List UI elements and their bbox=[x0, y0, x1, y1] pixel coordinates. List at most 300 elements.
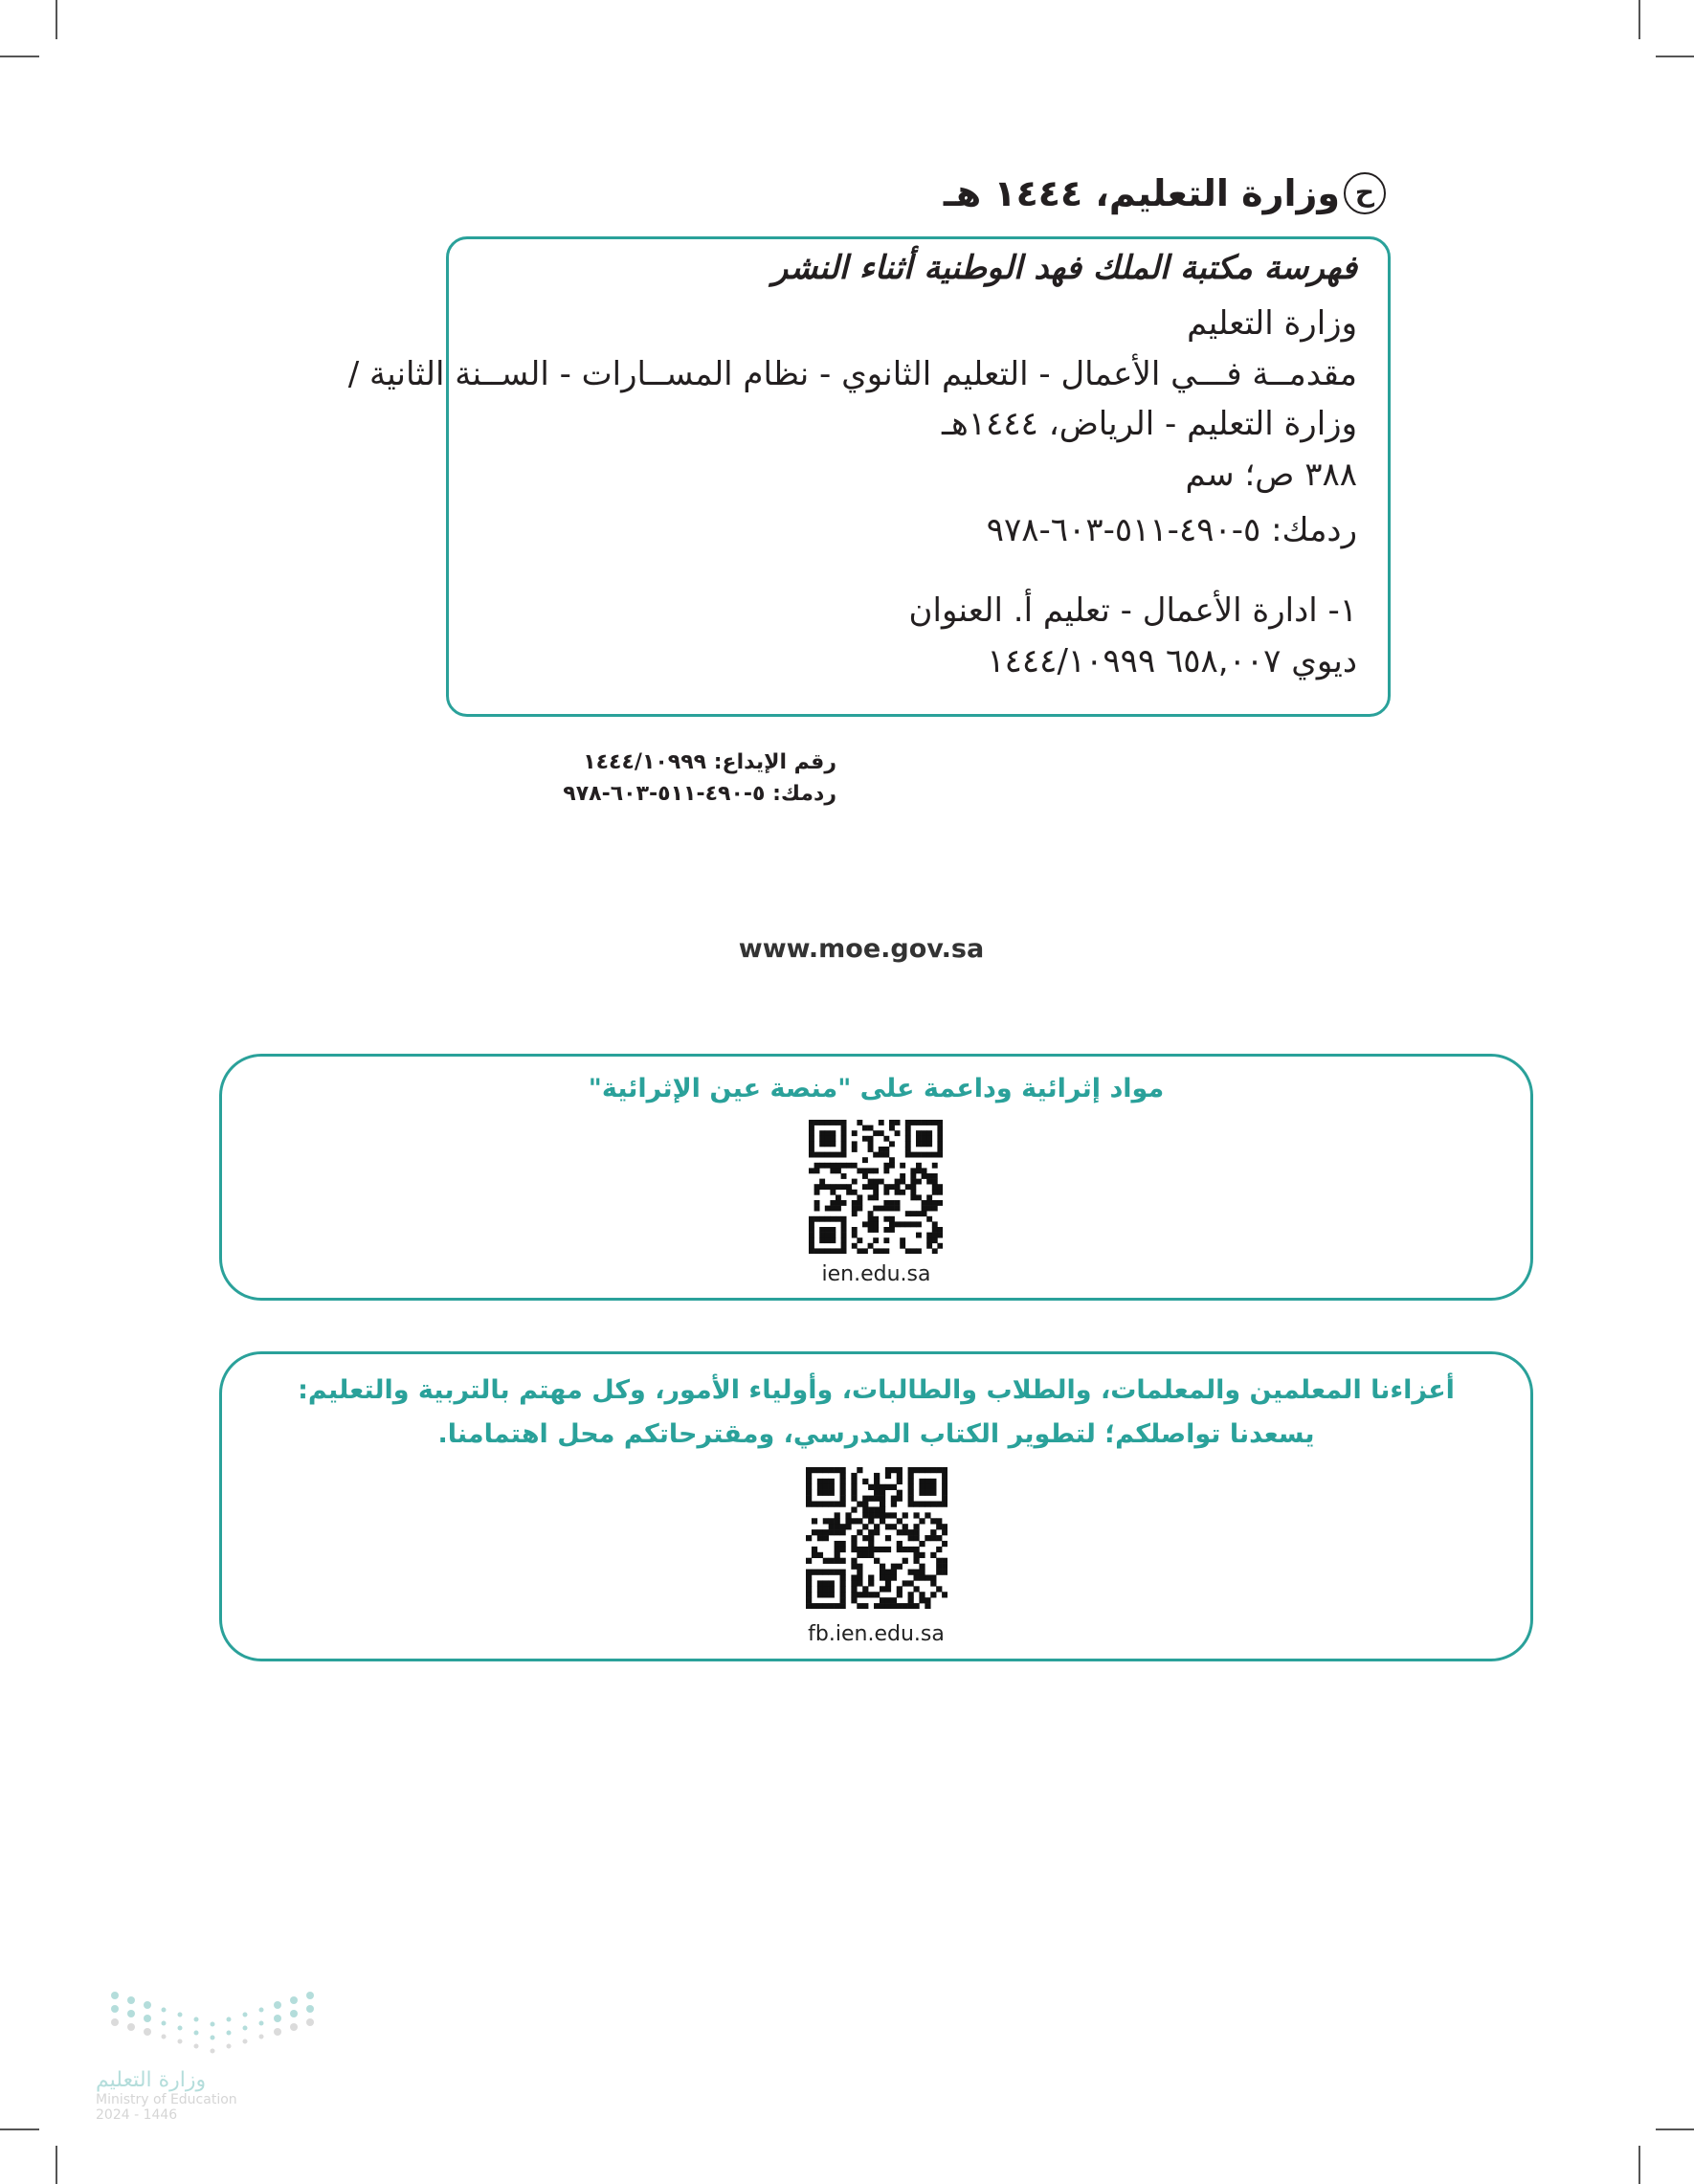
qr-module bbox=[885, 1570, 891, 1575]
qr-module bbox=[874, 1558, 880, 1564]
qr-module bbox=[841, 1163, 847, 1169]
qr-module bbox=[857, 1467, 862, 1473]
qr-module bbox=[823, 1580, 829, 1586]
qr-module bbox=[851, 1597, 857, 1603]
logo-dot bbox=[274, 2015, 281, 2022]
qr-module bbox=[852, 1147, 858, 1152]
qr-module bbox=[926, 1243, 932, 1249]
logo-dot bbox=[111, 2005, 119, 2013]
qr-module bbox=[868, 1541, 874, 1547]
qr-module bbox=[937, 1130, 943, 1136]
qr-module bbox=[913, 1547, 919, 1552]
qr-module bbox=[862, 1136, 868, 1142]
qr-module bbox=[874, 1473, 880, 1479]
qr-module bbox=[857, 1552, 862, 1558]
logo-dot bbox=[306, 2005, 314, 2013]
qr-module bbox=[846, 1190, 852, 1195]
qr-module bbox=[840, 1558, 846, 1564]
qr-module bbox=[814, 1152, 820, 1158]
qr-module bbox=[840, 1524, 846, 1529]
qr-module bbox=[806, 1479, 812, 1484]
qr-module bbox=[873, 1248, 879, 1254]
qr-module bbox=[908, 1570, 914, 1575]
qr-module bbox=[905, 1125, 911, 1131]
qr-module bbox=[889, 1157, 895, 1163]
qr-module bbox=[885, 1603, 891, 1609]
qr-module bbox=[819, 1216, 825, 1222]
qr-module bbox=[908, 1473, 914, 1479]
qr-module bbox=[819, 1130, 825, 1136]
qr-module bbox=[857, 1603, 862, 1609]
qr-module bbox=[812, 1518, 817, 1524]
qr-module bbox=[883, 1184, 889, 1190]
qr-module bbox=[829, 1524, 835, 1529]
qr-module bbox=[814, 1184, 820, 1190]
qr-module bbox=[889, 1216, 895, 1222]
qr-module bbox=[942, 1524, 947, 1529]
qr-module bbox=[825, 1248, 831, 1254]
qr-module bbox=[817, 1603, 823, 1609]
qr-module bbox=[897, 1564, 903, 1570]
qr-module bbox=[868, 1227, 874, 1233]
qr-module bbox=[823, 1484, 829, 1490]
qr-module bbox=[823, 1586, 829, 1592]
qr-module bbox=[841, 1233, 847, 1238]
qr-module bbox=[916, 1233, 922, 1238]
qr-module bbox=[919, 1541, 925, 1547]
qr-module bbox=[819, 1141, 825, 1147]
qr-module bbox=[868, 1216, 874, 1222]
qr-module bbox=[840, 1490, 846, 1496]
qr-module bbox=[874, 1506, 880, 1512]
qr-module bbox=[819, 1248, 825, 1254]
qr-module bbox=[932, 1184, 938, 1190]
catalog-line: ديوي ٦٥٨,٠٠٧ ١٤٤٤/١٠٩٩٩ bbox=[987, 642, 1357, 680]
qr-module bbox=[905, 1152, 911, 1158]
qr-module bbox=[897, 1518, 903, 1524]
qr-module bbox=[879, 1152, 884, 1158]
qr-label[interactable]: fb.ien.edu.sa bbox=[808, 1622, 945, 1646]
qr-module bbox=[823, 1479, 829, 1484]
qr-module bbox=[857, 1564, 862, 1570]
qr-module bbox=[862, 1603, 868, 1609]
logo-dot bbox=[194, 2017, 199, 2022]
qr-module bbox=[937, 1243, 943, 1249]
qr-module bbox=[942, 1490, 947, 1496]
qr-module bbox=[836, 1120, 841, 1125]
qr-module bbox=[868, 1496, 874, 1502]
qr-module bbox=[908, 1467, 914, 1473]
qr-module bbox=[825, 1141, 831, 1147]
qr-module bbox=[932, 1221, 938, 1227]
qr-module bbox=[913, 1512, 919, 1518]
qr-module bbox=[809, 1216, 814, 1222]
qr-module bbox=[868, 1592, 874, 1597]
qr-module bbox=[936, 1547, 942, 1552]
qr-module bbox=[908, 1535, 914, 1541]
qr-module bbox=[900, 1179, 905, 1185]
qr-module bbox=[930, 1518, 936, 1524]
qr-module bbox=[930, 1484, 936, 1490]
qr-module bbox=[841, 1120, 847, 1125]
qr-module bbox=[812, 1547, 817, 1552]
qr-module bbox=[817, 1580, 823, 1586]
crop-mark bbox=[1656, 2128, 1694, 2130]
qr-module bbox=[823, 1603, 829, 1609]
qr-module bbox=[819, 1237, 825, 1243]
qr-module bbox=[937, 1120, 943, 1125]
qr-module bbox=[880, 1502, 885, 1507]
qr-module bbox=[910, 1221, 916, 1227]
qr-module bbox=[905, 1120, 911, 1125]
qr-module bbox=[932, 1152, 938, 1158]
qr-module bbox=[937, 1136, 943, 1142]
qr-module bbox=[919, 1574, 925, 1580]
copyright-symbol: ح bbox=[1344, 172, 1386, 214]
qr-module bbox=[829, 1502, 835, 1507]
website-link[interactable]: www.moe.gov.sa bbox=[738, 934, 985, 964]
qr-module bbox=[885, 1597, 891, 1603]
logo-english: Ministry of Education bbox=[96, 2092, 237, 2107]
qr-module bbox=[897, 1541, 903, 1547]
qr-module bbox=[868, 1529, 874, 1535]
qr-module bbox=[903, 1529, 908, 1535]
qr-module bbox=[885, 1547, 891, 1552]
qr-module bbox=[857, 1237, 862, 1243]
qr-code[interactable] bbox=[809, 1120, 943, 1254]
qr-module bbox=[835, 1518, 840, 1524]
qr-module bbox=[868, 1184, 874, 1190]
qr-module bbox=[913, 1586, 919, 1592]
qr-module bbox=[852, 1211, 858, 1216]
qr-module bbox=[862, 1512, 868, 1518]
qr-module bbox=[932, 1227, 938, 1233]
qr-module bbox=[937, 1147, 943, 1152]
qr-module bbox=[916, 1141, 922, 1147]
qr-module bbox=[852, 1233, 858, 1238]
qr-module bbox=[845, 1524, 851, 1529]
qr-module bbox=[880, 1586, 885, 1592]
qr-module bbox=[919, 1592, 925, 1597]
qr-module bbox=[922, 1152, 927, 1158]
qr-module bbox=[916, 1179, 922, 1185]
qr-module bbox=[873, 1152, 879, 1158]
qr-module bbox=[885, 1467, 891, 1473]
qr-module bbox=[897, 1529, 903, 1535]
catalog-line: ١- ادارة الأعمال - تعليم أ. العنوان bbox=[908, 591, 1357, 630]
catalog-title: فهرسة مكتبة الملك فهد الوطنية أثناء النشر bbox=[771, 249, 1357, 287]
qr-module bbox=[883, 1168, 889, 1173]
qr-module bbox=[932, 1120, 938, 1125]
qr-module bbox=[908, 1502, 914, 1507]
qr-module bbox=[851, 1574, 857, 1580]
qr-module bbox=[897, 1496, 903, 1502]
logo-dot bbox=[194, 2031, 199, 2036]
qr-module bbox=[825, 1206, 831, 1212]
qr-module bbox=[880, 1496, 885, 1502]
qr-module bbox=[913, 1529, 919, 1535]
qr-module bbox=[883, 1237, 889, 1243]
qr-module bbox=[916, 1168, 922, 1173]
qr-module bbox=[862, 1524, 868, 1529]
qr-module bbox=[916, 1152, 922, 1158]
qr-module bbox=[840, 1574, 846, 1580]
qr-module bbox=[852, 1130, 858, 1136]
qr-module bbox=[932, 1190, 938, 1195]
qr-module bbox=[891, 1502, 897, 1507]
logo-dot bbox=[290, 2023, 298, 2031]
qr-module bbox=[806, 1603, 812, 1609]
qr-module bbox=[830, 1233, 836, 1238]
qr-module bbox=[830, 1168, 836, 1173]
qr-module bbox=[840, 1467, 846, 1473]
qr-module bbox=[852, 1179, 858, 1185]
qr-module bbox=[823, 1518, 829, 1524]
qr-module bbox=[841, 1248, 847, 1254]
qr-module bbox=[897, 1547, 903, 1552]
qr-module bbox=[926, 1206, 932, 1212]
qr-module bbox=[868, 1518, 874, 1524]
qr-module bbox=[895, 1221, 901, 1227]
qr-module bbox=[819, 1152, 825, 1158]
qr-module bbox=[908, 1529, 914, 1535]
qr-module bbox=[823, 1570, 829, 1575]
qr-module bbox=[809, 1248, 814, 1254]
qr-module bbox=[900, 1237, 905, 1243]
qr-module bbox=[857, 1248, 862, 1254]
qr-module bbox=[891, 1570, 897, 1575]
qr-module bbox=[851, 1484, 857, 1490]
qr-module bbox=[919, 1484, 925, 1490]
qr-module bbox=[883, 1147, 889, 1152]
qr-module bbox=[841, 1243, 847, 1249]
qr-module bbox=[809, 1147, 814, 1152]
qr-module bbox=[862, 1547, 868, 1552]
qr-module bbox=[841, 1173, 847, 1179]
qr-module bbox=[851, 1479, 857, 1484]
crop-mark bbox=[1638, 2146, 1640, 2184]
qr-module bbox=[868, 1580, 874, 1586]
qr-module bbox=[868, 1243, 874, 1249]
qr-module bbox=[880, 1597, 885, 1603]
qr-module bbox=[868, 1512, 874, 1518]
qr-module bbox=[880, 1570, 885, 1575]
qr-module bbox=[942, 1558, 947, 1564]
qr-module bbox=[900, 1173, 905, 1179]
qr-module bbox=[879, 1248, 884, 1254]
qr-module bbox=[836, 1216, 841, 1222]
qr-module bbox=[925, 1490, 930, 1496]
qr-module bbox=[930, 1502, 936, 1507]
qr-module bbox=[900, 1190, 905, 1195]
qr-module bbox=[830, 1190, 836, 1195]
qr-module bbox=[885, 1473, 891, 1479]
catalog-line: ٣٨٨ ص؛ سم bbox=[1185, 456, 1357, 494]
qr-module bbox=[922, 1136, 927, 1142]
qr-module bbox=[937, 1152, 943, 1158]
qr-module bbox=[891, 1603, 897, 1609]
qr-module bbox=[919, 1552, 925, 1558]
qr-module bbox=[937, 1200, 943, 1206]
qr-module bbox=[926, 1179, 932, 1185]
qr-module bbox=[836, 1206, 841, 1212]
qr-module bbox=[825, 1152, 831, 1158]
logo-dot bbox=[127, 2010, 135, 2017]
qr-module bbox=[908, 1580, 914, 1586]
qr-module bbox=[922, 1120, 927, 1125]
qr-module bbox=[809, 1141, 814, 1147]
qr-module bbox=[910, 1173, 916, 1179]
qr-module bbox=[883, 1248, 889, 1254]
qr-module bbox=[825, 1130, 831, 1136]
qr-module bbox=[825, 1136, 831, 1142]
logo-dot bbox=[243, 2013, 248, 2017]
logo-dot bbox=[178, 2013, 183, 2017]
qr-module bbox=[857, 1580, 862, 1586]
qr-module bbox=[817, 1592, 823, 1597]
qr-module bbox=[891, 1524, 897, 1529]
qr-module bbox=[830, 1130, 836, 1136]
qr-module bbox=[932, 1248, 938, 1254]
qr-module bbox=[851, 1547, 857, 1552]
qr-label[interactable]: ien.edu.sa bbox=[821, 1262, 931, 1286]
qr-module bbox=[895, 1130, 901, 1136]
qr-module bbox=[857, 1547, 862, 1552]
qr-module bbox=[942, 1592, 947, 1597]
logo-dot bbox=[144, 2001, 151, 2009]
qr-module bbox=[857, 1529, 862, 1535]
qr-module bbox=[819, 1179, 825, 1185]
qr-module bbox=[913, 1603, 919, 1609]
qr-module bbox=[885, 1512, 891, 1518]
qr-module bbox=[862, 1502, 868, 1507]
qr-module bbox=[895, 1120, 901, 1125]
catalog-line: وزارة التعليم - الرياض، ١٤٤٤هـ bbox=[941, 405, 1357, 443]
qr-module bbox=[829, 1586, 835, 1592]
feedback-line-1: أعزاءنا المعلمين والمعلمات، والطلاب والطالبات، وأولياء الأمور، وكل مهتم بالتربية والتعليم: bbox=[298, 1375, 1455, 1405]
logo-dot bbox=[290, 1996, 298, 2004]
qr-module bbox=[916, 1194, 922, 1200]
qr-module bbox=[851, 1506, 857, 1512]
qr-module bbox=[862, 1496, 868, 1502]
qr-module bbox=[829, 1479, 835, 1484]
qr-module bbox=[879, 1120, 884, 1125]
qr-code[interactable] bbox=[806, 1467, 947, 1609]
qr-module bbox=[925, 1603, 930, 1609]
qr-module bbox=[926, 1173, 932, 1179]
logo-dot bbox=[111, 2018, 119, 2026]
qr-module bbox=[926, 1233, 932, 1238]
qr-module bbox=[868, 1136, 874, 1142]
qr-module bbox=[925, 1467, 930, 1473]
qr-module bbox=[889, 1227, 895, 1233]
qr-module bbox=[937, 1233, 943, 1238]
qr-module bbox=[926, 1152, 932, 1158]
qr-module bbox=[897, 1490, 903, 1496]
deposit-isbn: ردمك: ٥-٤٩٠-٥١١-٦٠٣-٩٧٨ bbox=[563, 782, 836, 806]
qr-module bbox=[913, 1558, 919, 1564]
qr-module bbox=[817, 1502, 823, 1507]
qr-module bbox=[942, 1479, 947, 1484]
qr-module bbox=[835, 1524, 840, 1529]
qr-module bbox=[919, 1479, 925, 1484]
qr-module bbox=[873, 1216, 879, 1222]
qr-module bbox=[942, 1541, 947, 1547]
logo-dot bbox=[127, 2023, 135, 2031]
qr-module bbox=[922, 1130, 927, 1136]
qr-module bbox=[814, 1248, 820, 1254]
qr-module bbox=[841, 1227, 847, 1233]
logo-dot bbox=[306, 1992, 314, 1999]
qr-module bbox=[905, 1248, 911, 1254]
qr-module bbox=[908, 1484, 914, 1490]
qr-module bbox=[897, 1603, 903, 1609]
qr-module bbox=[836, 1248, 841, 1254]
qr-module bbox=[829, 1592, 835, 1597]
logo-dot bbox=[227, 2017, 232, 2022]
qr-module bbox=[879, 1130, 884, 1136]
qr-module bbox=[891, 1564, 897, 1570]
qr-module bbox=[857, 1570, 862, 1575]
qr-module bbox=[812, 1552, 817, 1558]
qr-module bbox=[829, 1484, 835, 1490]
qr-module bbox=[885, 1524, 891, 1529]
copyright-line bbox=[944, 172, 1386, 214]
qr-module bbox=[835, 1529, 840, 1535]
qr-module bbox=[889, 1163, 895, 1169]
qr-module bbox=[840, 1473, 846, 1479]
qr-module bbox=[841, 1221, 847, 1227]
qr-module bbox=[835, 1502, 840, 1507]
qr-module bbox=[874, 1512, 880, 1518]
qr-module bbox=[874, 1529, 880, 1535]
qr-module bbox=[891, 1597, 897, 1603]
qr-module bbox=[840, 1592, 846, 1597]
feedback-box bbox=[219, 1351, 1533, 1661]
qr-module bbox=[874, 1524, 880, 1529]
qr-module bbox=[873, 1194, 879, 1200]
qr-module bbox=[830, 1200, 836, 1206]
qr-module bbox=[845, 1512, 851, 1518]
qr-module bbox=[889, 1206, 895, 1212]
qr-module bbox=[868, 1179, 874, 1185]
qr-module bbox=[868, 1484, 874, 1490]
crop-mark bbox=[56, 0, 57, 39]
qr-module bbox=[840, 1586, 846, 1592]
qr-module bbox=[823, 1490, 829, 1496]
qr-module bbox=[817, 1529, 823, 1535]
qr-module bbox=[830, 1237, 836, 1243]
qr-module bbox=[841, 1200, 847, 1206]
qr-module bbox=[895, 1179, 901, 1185]
qr-module bbox=[868, 1141, 874, 1147]
qr-module bbox=[862, 1173, 868, 1179]
qr-module bbox=[851, 1518, 857, 1524]
qr-module bbox=[806, 1496, 812, 1502]
qr-module bbox=[905, 1147, 911, 1152]
qr-module bbox=[868, 1125, 874, 1131]
qr-module bbox=[835, 1547, 840, 1552]
qr-module bbox=[905, 1136, 911, 1142]
qr-module bbox=[806, 1490, 812, 1496]
qr-module bbox=[852, 1200, 858, 1206]
qr-module bbox=[840, 1570, 846, 1575]
qr-module bbox=[857, 1502, 862, 1507]
qr-module bbox=[942, 1473, 947, 1479]
qr-module bbox=[874, 1484, 880, 1490]
qr-module bbox=[919, 1518, 925, 1524]
qr-module bbox=[925, 1484, 930, 1490]
